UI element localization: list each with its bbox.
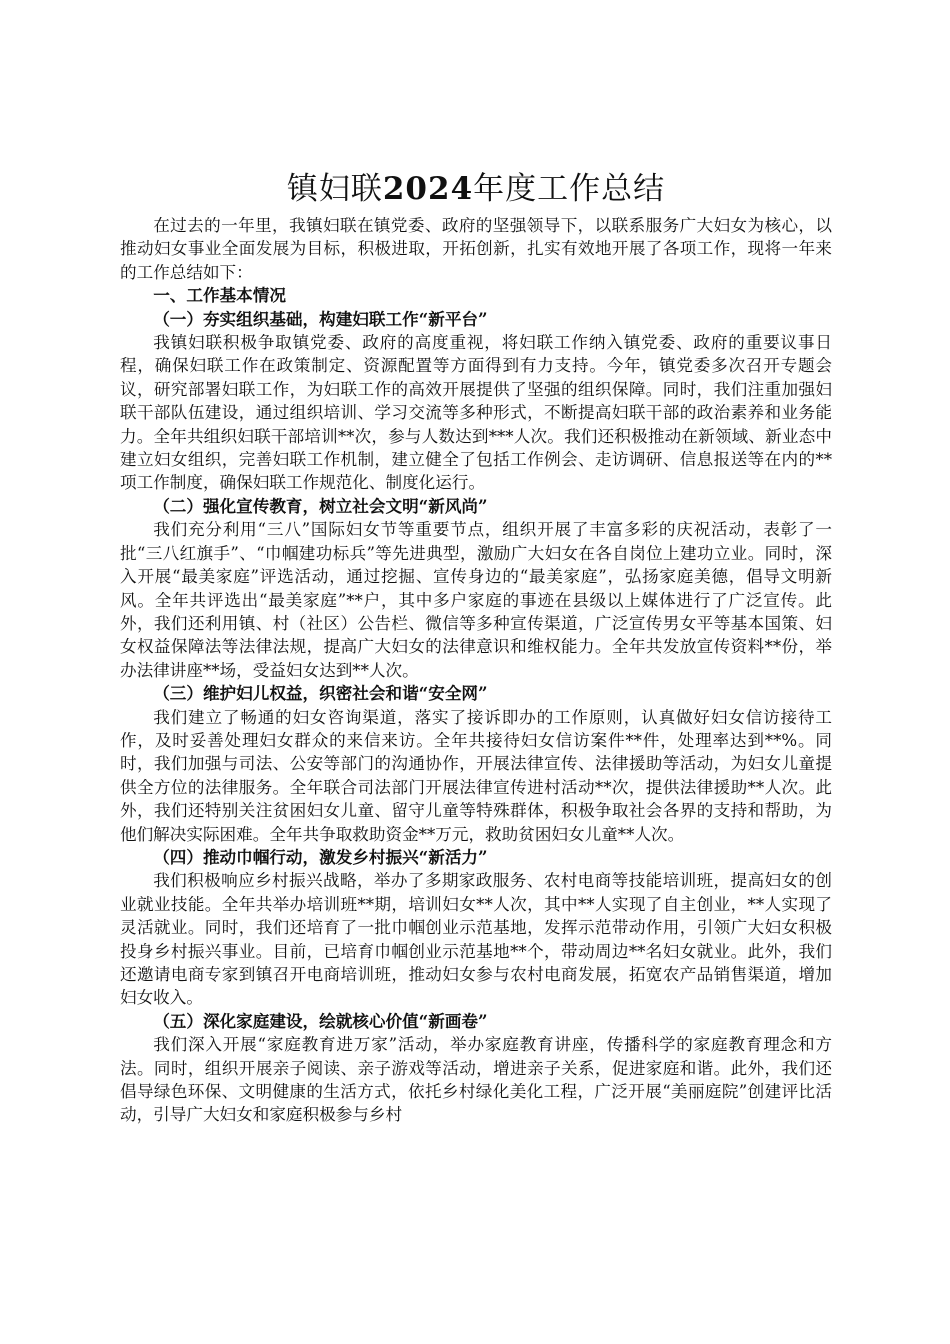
title-suffix: 年度工作总结 bbox=[473, 171, 666, 207]
subsection-heading-2: （二）强化宣传教育，树立社会文明“新风尚” bbox=[153, 495, 488, 516]
section-heading: 一、工作基本情况 bbox=[153, 285, 286, 306]
subsection-heading-3: （三）维护妇儿权益，织密社会和谐“安全网” bbox=[153, 683, 488, 704]
subsection-heading-1: （一）夯实组织基础，构建妇联工作“新平台” bbox=[153, 308, 488, 329]
subsection-body-3: 我们建立了畅通的妇女咨询渠道，落实了接诉即办的工作原则，认真做好妇女信访接待工作，及时妥善处理妇女群众的来信来访。全年共接待妇女信访案件**件，处理率达到**%。同时，我们加强与司法、公安等部门的沟通协作，开展法律宣传、法律援助等活动，为妇女儿童提供全方位的法律服务。全年联合司法部门开展法律宣传进村活动**次，提供法律援助**人次。此外，我们还特别关注贫困妇女儿童、留守儿童等特殊群体，积极争取社会各界的支持和帮助，为他们解决实际困难。全年共争取救助资金**万元，救助贫困妇女儿童**人次。 bbox=[120, 707, 832, 844]
title-year: 2024 bbox=[382, 171, 474, 207]
title-prefix: 镇妇联 bbox=[286, 171, 383, 207]
subsection-body-5: 我们深入开展“家庭教育进万家”活动，举办家庭教育讲座，传播科学的家庭教育理念和方法。同时，组织开展亲子阅读、亲子游戏等活动，增进亲子关系，促进家庭和谐。此外，我们还倡导绿色环保、文明健康的生活方式，依托乡村绿化美化工程，广泛开展“美丽庭院”创建评比活动，引导广大妇女和家庭积极参与乡村 bbox=[120, 1035, 832, 1125]
subsection-body-2: 我们充分利用“三八”国际妇女节等重要节点，组织开展了丰富多彩的庆祝活动，表彰了一批“三八红旗手”、“巾帼建功标兵”等先进典型，激励广大妇女在各自岗位上建功立业。同时，深入开展“最美家庭”评选活动，通过挖掘、宣传身边的“最美家庭”，弘扬家庭美德，倡导文明新风。全年共评选出“最美家庭”**户，其中多户家庭的事迹在县级以上媒体进行了广泛宣传。此外，我们还利用镇、村（社区）公告栏、微信等多种宣传渠道，广泛宣传男女平等基本国策、妇女权益保障法等法律法规，提高广大妇女的法律意识和维权能力。全年共发放宣传资料**份，举办法律讲座**场，受益妇女达到**人次。 bbox=[120, 520, 832, 680]
subsection-heading-4: （四）推动巾帼行动，激发乡村振兴“新活力” bbox=[153, 846, 488, 867]
subsection-body-4: 我们积极响应乡村振兴战略，举办了多期家政服务、农村电商等技能培训班，提高妇女的创业就业技能。全年共举办培训班**期，培训妇女**人次，其中**人实现了自主创业，**人实现了灵活就业。同时，我们还培育了一批巾帼创业示范基地，发挥示范带动作用，引领广大妇女积极投身乡村振兴事业。目前，已培育巾帼创业示范基地**个，带动周边**名妇女就业。此外，我们还邀请电商专家到镇召开电商培训班，推动妇女参与农村电商发展，拓宽农产品销售渠道，增加妇女收入。 bbox=[120, 871, 832, 1008]
subsection-body-1: 我镇妇联积极争取镇党委、政府的高度重视，将妇联工作纳入镇党委、政府的重要议事日程，确保妇联工作在政策制定、资源配置等方面得到有力支持。今年，镇党委多次召开专题会议，研究部署妇联工作，为妇联工作的高效开展提供了坚强的组织保障。同时，我们注重加强妇联干部队伍建设，通过组织培训、学习交流等多种形式，不断提高妇联干部的政治素养和业务能力。全年共组织妇联干部培训**次，参与人数达到***人次。我们还积极推动在新领域、新业态中建立妇女组织，完善妇联工作机制，建立健全了包括工作例会、走访调研、信息报送等在内的**项工作制度，确保妇联工作规范化、制度化运行。 bbox=[120, 333, 832, 493]
subsection-heading-5: （五）深化家庭建设，绘就核心价值“新画卷” bbox=[153, 1010, 488, 1031]
document-page bbox=[120, 166, 832, 1127]
document-title bbox=[120, 166, 832, 212]
intro-paragraph: 在过去的一年里，我镇妇联在镇党委、政府的坚强领导下，以联系服务广大妇女为核心，以推动妇女事业全面发展为目标，积极进取，开拓创新，扎实有效地开展了各项工作，现将一年来的工作总结如下： bbox=[120, 216, 832, 282]
